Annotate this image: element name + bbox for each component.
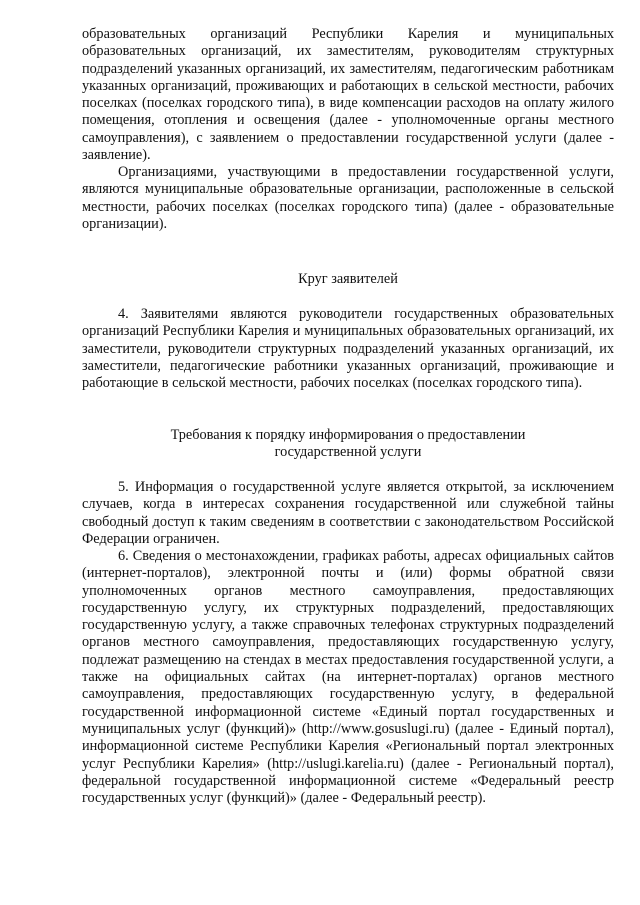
organizations-paragraph: Организациями, участвующими в предоставлении государственной услуги, являются муниципальные образовательные организации, расположенные в сельской местности, рабочих поселках (поселках городского типа) (далее - образовательные организации). — [82, 164, 614, 232]
paragraph-5: 5. Информация о государственной услуге является открытой, за исключением случаев, когда в интересах сохранения государственной или служебной тайны свободный доступ к таким сведениям в соответствии с законодательством Российской Федерации ограничен. — [82, 479, 614, 547]
section-heading-informing — [82, 427, 614, 462]
section-heading-applicants: Круг заявителей — [298, 271, 398, 287]
intro-paragraph: образовательных организаций Республики Карелия и муниципальных образовательных организаций, их заместителям, руководителям структурных подразделений указанных организаций, их заместителям, педагогическим работникам указанных организаций, проживающих и работающих в сельской местности, рабочих поселках (поселках городского типа), в виде компенсации расходов на оплату жилого помещения, отопления и освещения (далее - уполномоченные органы местного самоуправления), с заявлением о предоставлении государственной услуги (далее - заявление). — [82, 26, 614, 164]
section-heading-informing-line1: Требования к порядку информирования о предоставлении — [170, 427, 526, 443]
paragraph-4: 4. Заявителями являются руководители государственных образовательных организаций Республики Карелия и муниципальных образовательных организаций, их заместители, руководители структурных подразделений указанных организаций, их заместители, педагогические работники указанных организаций, проживающие и работающие в сельской местности, рабочих поселках (поселках городского типа). — [82, 306, 614, 392]
section-heading-informing-line2: государственной услуги — [274, 444, 422, 461]
paragraph-6: 6. Сведения о местонахождении, графиках работы, адресах официальных сайтов (интернет-порталов), электронной почты и (или) формы обратной связи уполномоченных органов местного самоуправления, предоставляющих государственную услугу, их структурных подразделений, предоставляющих государственную услугу, а также справочных телефонах структурных подразделений органов местного самоуправления, предоставляющих государственную услугу, подлежат размещению на стендах в местах предоставления государственной услуги, а также на официальных сайтах (на интернет-порталах) органов местного самоуправления, предоставляющих государственную услугу, в федеральной государственной информационной системе «Единый портал государственных и муниципальных услуг (функций)» (http://www.gosuslugi.ru) (далее - Единый портал), информационной системе Республики Карелия «Региональный портал электронных услуг Республики Карелия» (http://uslugi.karelia.ru) (далее - Региональный портал), федеральной государственной информационной системе «Федеральный реестр государственных услуг (функций)» (далее - Федеральный реестр). — [82, 548, 614, 807]
